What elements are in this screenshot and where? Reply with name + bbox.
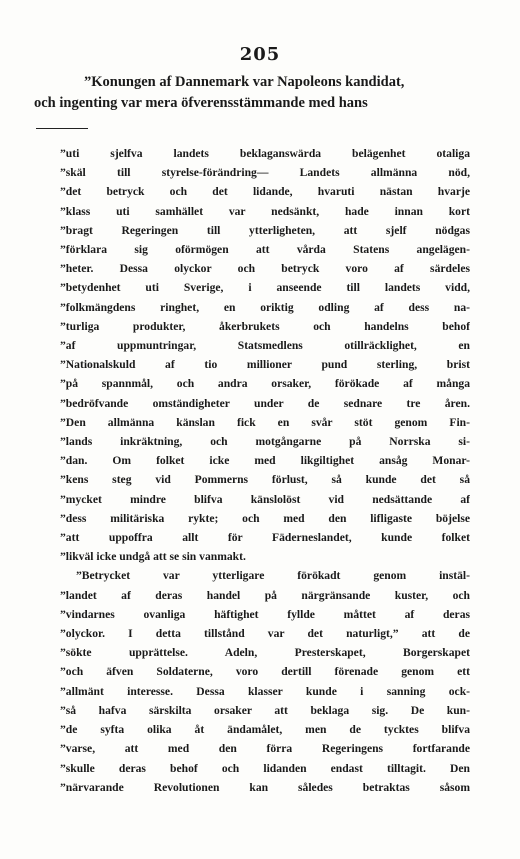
- quote-line: ”och äfven Soldaterne, voro dertill förenade genom ett: [60, 665, 470, 679]
- quote-line: ”turliga produkter, åkerbrukets och handelns behof: [60, 319, 470, 333]
- quote-line: ”lands inkräktning, och motgångarne på Norrska si-: [60, 435, 470, 449]
- quote-line: ”bragt Regeringen till ytterligheten, att sjelf nödgas: [60, 223, 470, 237]
- quote-line: ”bedröfvande omständigheter under de sednare tre åren.: [60, 396, 470, 410]
- quote-line: ”varse, att med den förra Regeringens fortfarande: [60, 742, 470, 756]
- quote-line: ”det betryck och det lidande, hvaruti nästan hvarje: [60, 185, 470, 199]
- quote-line: ”på spannmål, och andra orsaker, förökade af många: [60, 377, 470, 391]
- quote-line: ”närvarande Revolutionen kan således betraktas såsom: [60, 780, 470, 794]
- intro-paragraph: [34, 72, 490, 114]
- quote-line: ”uti sjelfva landets beklaganswärda belägenhet otaliga: [60, 147, 470, 160]
- quote-line: ”folkmängdens ringhet, en oriktig odling af dess na-: [60, 300, 470, 314]
- quote-line: ”förklara sig oförmögen att vårda Statens angelägen-: [60, 243, 470, 257]
- quote-line: ”likväl icke undgå att se sin vanmakt.: [60, 550, 246, 564]
- quote-line: ”så hafva särskilta orsaker att beklaga sig. De kun-: [60, 703, 470, 717]
- quote-line: ”skäl till styrelse-förändring— Landets allmänna nöd,: [60, 166, 470, 180]
- quote-line: ”olyckor. I detta tillstånd var det naturligt,” att de: [60, 627, 470, 641]
- quote-line: ”heter. Dessa olyckor och betryck voro af särdeles: [60, 262, 470, 276]
- quote-line: ”vindarnes ovanliga häftighet fyllde måttet af deras: [60, 607, 470, 621]
- quote-line: ”skulle deras behof och lidanden endast tilltagit. Den: [60, 761, 470, 775]
- quote-line: ”mycket mindre blifva känslolöst vid nedsättande af: [60, 492, 470, 506]
- quote-line: ”landet af deras handel på närgränsande kuster, och: [60, 588, 470, 602]
- quote-line: ”att uppoffra allt för Fäderneslandet, kunde folket: [60, 531, 470, 545]
- quote-line: ”betydenhet uti Sverige, i anseende till landets vidd,: [60, 281, 470, 295]
- page-number: 205: [239, 44, 281, 65]
- quote-line: ”allmänt interesse. Dessa klasser kunde i sanning ock-: [60, 684, 470, 698]
- quote-line: ”de syfta olika åt ändamålet, men de tycktes blifva: [60, 723, 470, 737]
- section-rule: [36, 128, 88, 129]
- quote-line: ”Den allmänna känslan fick en svår stöt genom Fin-: [60, 415, 470, 429]
- quote-line: ”Betrycket var ytterligare förökadt genom instäl-: [76, 569, 470, 583]
- quote-line: ”sökte upprättelse. Adeln, Presterskapet, Borgerskapet: [60, 646, 470, 660]
- quoted-passage: [60, 144, 470, 797]
- intro-line: ”Konungen af Dannemark var Napoleons kandidat,: [84, 74, 405, 90]
- quote-line: ”dess militäriska rykte; och med den lifligaste böjelse: [60, 511, 470, 525]
- quote-line: ”kens steg vid Pommerns förlust, så kunde det så: [60, 473, 470, 487]
- intro-line: och ingenting var mera öfverensstämmande med hans: [34, 95, 368, 111]
- quote-line: ”klass uti samhället var nedsänkt, hade innan kort: [60, 204, 470, 218]
- quote-line: ”af uppmuntringar, Statsmedlens otillräcklighet, en: [60, 339, 470, 353]
- quote-line: ”dan. Om folket icke med likgiltighet ansåg Monar-: [60, 454, 470, 468]
- quote-line: ”Nationalskuld af tio millioner pund sterling, brist: [60, 358, 470, 372]
